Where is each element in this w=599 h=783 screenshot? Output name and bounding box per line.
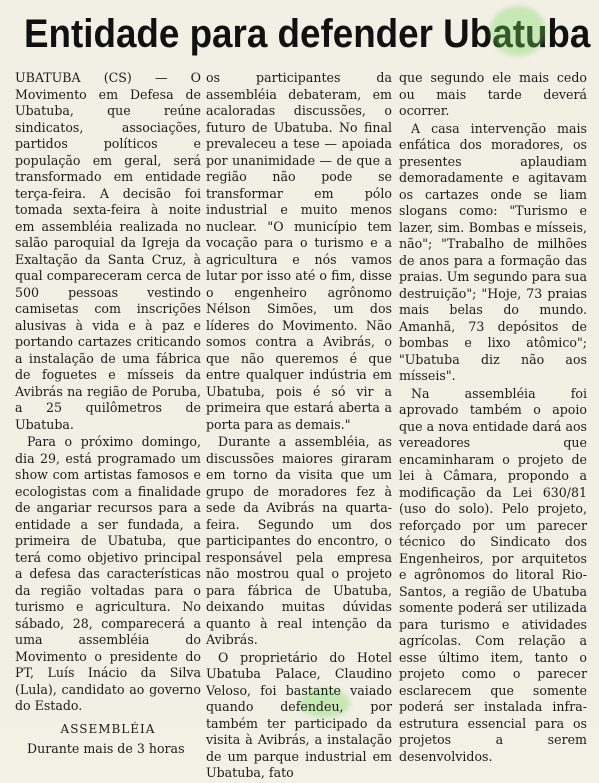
paragraph: Para o próximo domingo, dia 29, está programado um show com artistas famosos e ecologistas com a finalidade de angariar recursos para a entidade a ser fundada, a primeira de Ubatuba, que terá como objetivo principal a defesa das características da região voltadas para o turismo e agricultura. No sábado, 28, comparecerá a uma assembléia do Movimento o presidente do PT, Luís Inácio da Silva (Lula), candidato ao governo do Estado. [15,434,201,713]
headline: Entidade para defender Ubatuba [23,12,591,56]
paragraph: UBATUBA (CS) — O Movimento em Defesa de Ubatuba, que reúne sindicatos, associações, partidos políticos e população em geral, será transformado em entidade terça-feira. A decisão foi tomada sexta-feira à noite em assembléia realizada no salão paroquial da Igreja da Exaltação da Santa Cruz, à qual compareceram cerca de 500 pessoas vestindo camisetas com inscrições alusivas à vida e à paz e portando cartazes criticando a instalação de uma fábrica de foguetes e mísseis da Avibrás na região de Poruba, a 25 quilômetros de Ubatuba. [15,70,201,432]
paragraph: A casa intervenção mais enfática dos moradores, os presentes aplaudiam demoradamente e agitavam os cartazes onde se liam slogans como: "Turismo e lazer, sim. Bombas e mísseis, não"; "Trabalho de milhões de anos para a formação das praias. Um segundo para sua destruição"; "Hoje, 73 praias mais belas do mundo. Amanhã, 73 depósitos de bombas e lixo atômico"; "Ubatuba diz não aos mísseis". [399,120,587,383]
paragraph: os participantes da assembléia debateram, em acaloradas discussões, o futuro de Ubatuba. No final prevaleceu a tese — apoiada por unanimidade — de que a região não pode se transformar em pólo industrial e muito menos nuclear. "O município tem vocação para o turismo e a agricultura e nós vamos lutar por isso até o fim, disse o engenheiro agrônomo Nélson Simões, um dos líderes do Movimento. Não somos contra a Avibrás, o que não queremos é que entre qualquer indústria em Ubatuba, pois é só vir a primeira que estará aberta a porta para as demais." [206,70,392,432]
paragraph: Durante a assembléia, as discussões maiores giraram em torno da visita que um grupo de moradores fez à sede da Avibrás na quarta-feira. Segundo um dos participantes do encontro, o responsável pela empresa não mostrou qual o projeto para fábrica de Ubatuba, deixando muitas dúvidas quanto à real intenção da Avibrás. [206,434,392,647]
paragraph: que segundo ele mais cedo ou mais tarde deverá ocorrer. [399,70,587,118]
subheading: ASSEMBLÉIA [60,721,156,736]
article-column-3 [399,70,587,766]
highlight-mark [490,6,546,56]
paragraph: Durante mais de 3 horas [27,741,185,756]
article-column-2 [206,70,392,783]
paragraph: Na assembléia foi aprovado também o apoio que a nova entidade dará aos vereadores que encaminharam o projeto de lei à Câmara, propondo a modificação da Lei 630/81 (uso do solo). Pelo projeto, reforçado por um parecer técnico do Sindicato dos Engenheiros, por arquitetos e agrônomos do litoral Rio-Santos, a região de Ubatuba somente poderá ser utilizada para turismo e atividades agrícolas. Com relação a esse último item, tanto o projeto como o parecer esclarecem que somente poderá ser instalada infra-estrutura essencial para os projetos a serem desenvolvidos. [399,385,587,764]
article-column-1 [15,70,201,759]
paragraph: O proprietário do Hotel Ubatuba Palace, Claudino Veloso, foi bastante vaiado quando defendeu, por também ter participado da visita à Avibrás, a instalação de um parque industrial em Ubatuba, fato [206,649,392,780]
